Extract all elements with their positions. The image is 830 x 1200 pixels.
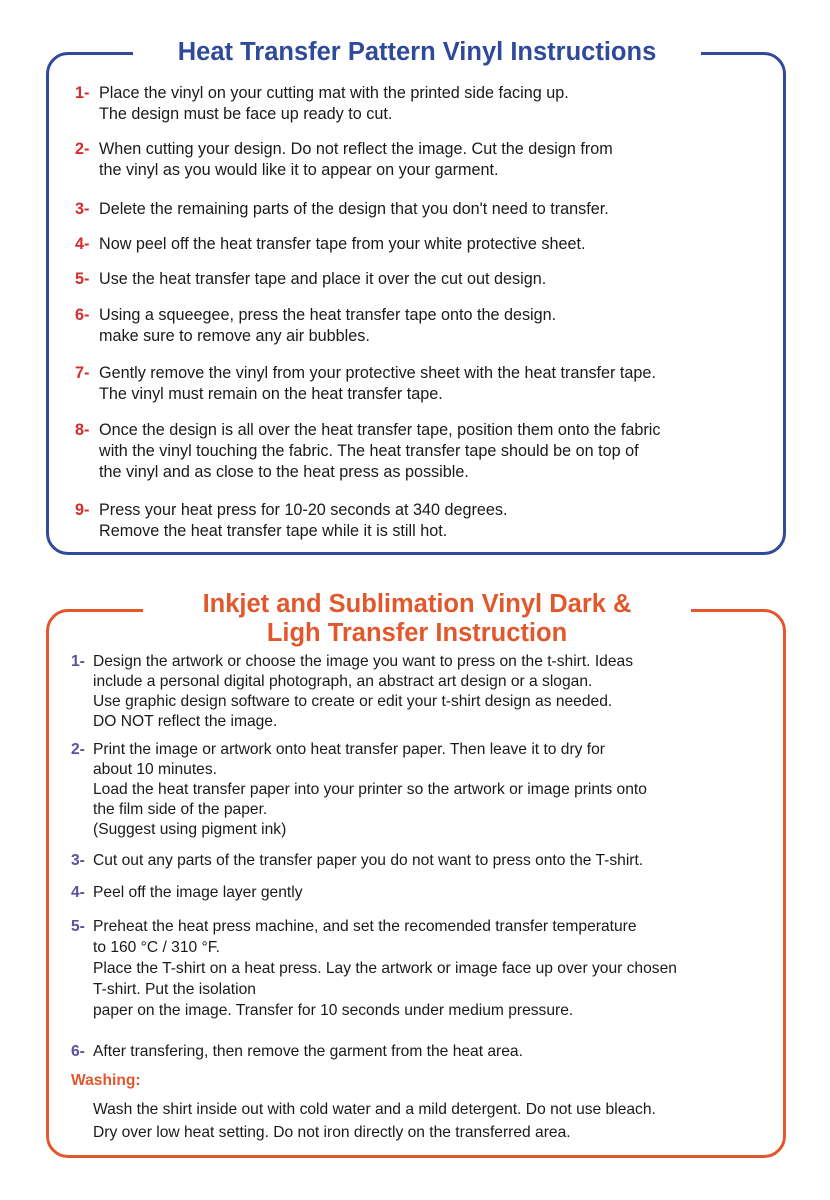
washing-text: Wash the shirt inside out with cold water and a mild detergent. Do not use bleach. Dry over low heat setting. Do not iron directly on the transferred area. — [93, 1101, 656, 1141]
step-text: Press your heat press for 10-20 seconds at 340 degrees. Remove the heat transfer tape while it is still hot. — [99, 501, 508, 540]
heat-transfer-vinyl-panel — [46, 38, 786, 555]
step-number: 1- — [75, 84, 90, 102]
inkjet-sublimation-title — [143, 590, 691, 648]
step-number: 6- — [71, 1043, 85, 1060]
vinyl-step-9 — [75, 500, 769, 542]
step-text: Cut out any parts of the transfer paper you do not want to press onto the T-shirt. — [93, 852, 644, 869]
step-number: 2- — [75, 140, 90, 158]
inkjet-sublimation-panel — [46, 590, 786, 1158]
inkjet-step-3 — [71, 851, 769, 871]
inkjet-step-2 — [71, 740, 769, 840]
vinyl-step-2 — [75, 139, 769, 181]
step-text: Gently remove the vinyl from your protective sheet with the heat transfer tape. The vinyl must remain on the heat transfer tape. — [99, 364, 656, 403]
step-text: Using a squeegee, press the heat transfer tape onto the design. make sure to remove any air bubbles. — [99, 306, 557, 345]
step-number: 2- — [71, 741, 85, 758]
vinyl-step-6 — [75, 305, 769, 347]
step-text: Place the vinyl on your cutting mat with the printed side facing up. The design must be face up ready to cut. — [99, 84, 569, 123]
step-text: Once the design is all over the heat transfer tape, position them onto the fabric with the vinyl touching the fabric. The heat transfer tape should be on top of the vinyl and as close to the heat press as possible. — [99, 421, 661, 481]
step-text: Delete the remaining parts of the design that you don't need to transfer. — [99, 200, 609, 218]
vinyl-step-3 — [75, 199, 769, 220]
step-text: Now peel off the heat transfer tape from your white protective sheet. — [99, 235, 586, 253]
step-text: Peel off the image layer gently — [93, 884, 303, 901]
vinyl-step-5 — [75, 269, 769, 290]
inkjet-step-1 — [71, 652, 769, 732]
inkjet-step-5 — [71, 916, 769, 1021]
step-number: 4- — [71, 884, 85, 901]
step-number: 3- — [71, 852, 85, 869]
vinyl-step-4 — [75, 234, 769, 255]
step-number: 7- — [75, 364, 90, 382]
step-text: After transfering, then remove the garment from the heat area. — [93, 1043, 523, 1060]
inkjet-step-4 — [71, 883, 769, 903]
step-text: Use the heat transfer tape and place it over the cut out design. — [99, 270, 547, 288]
step-text: Print the image or artwork onto heat transfer paper. Then leave it to dry for about 10 minutes. Load the heat transfer paper into your printer so the artwork or image prints onto the film side of the paper. (Suggest using pigment ink) — [93, 741, 647, 838]
step-number: 5- — [75, 270, 90, 288]
step-number: 5- — [71, 918, 85, 935]
step-number: 4- — [75, 235, 90, 253]
washing-heading: Washing: — [71, 1072, 141, 1089]
step-number: 9- — [75, 501, 90, 519]
title-line-1: Inkjet and Sublimation Vinyl Dark & — [202, 590, 632, 618]
step-text: When cutting your design. Do not reflect the image. Cut the design from the vinyl as you would like it to appear on your garment. — [99, 140, 613, 179]
step-text: Design the artwork or choose the image you want to press on the t-shirt. Ideas include a personal digital photograph, an abstract art design or a slogan. Use graphic design software to create or edit your t-shirt design as needed. DO NOT reflect the image. — [93, 653, 633, 730]
step-number: 8- — [75, 421, 90, 439]
inkjet-step-6 — [71, 1042, 769, 1062]
vinyl-step-7 — [75, 363, 769, 405]
vinyl-step-1 — [75, 83, 769, 125]
step-number: 3- — [75, 200, 90, 218]
title-line-2: Ligh Transfer Instruction — [266, 619, 568, 647]
step-number: 6- — [75, 306, 90, 324]
vinyl-step-8 — [75, 420, 769, 483]
step-number: 1- — [71, 653, 85, 670]
heat-transfer-vinyl-title: Heat Transfer Pattern Vinyl Instructions — [133, 35, 701, 69]
step-text: Preheat the heat press machine, and set the recomended transfer temperature to 160 °C / 310 °F. Place the T-shirt on a heat press. Lay the artwork or image face up over your chosen T-shirt. Put the isolation paper on the image. Transfer for 10 seconds under medium pressure. — [93, 918, 677, 1019]
